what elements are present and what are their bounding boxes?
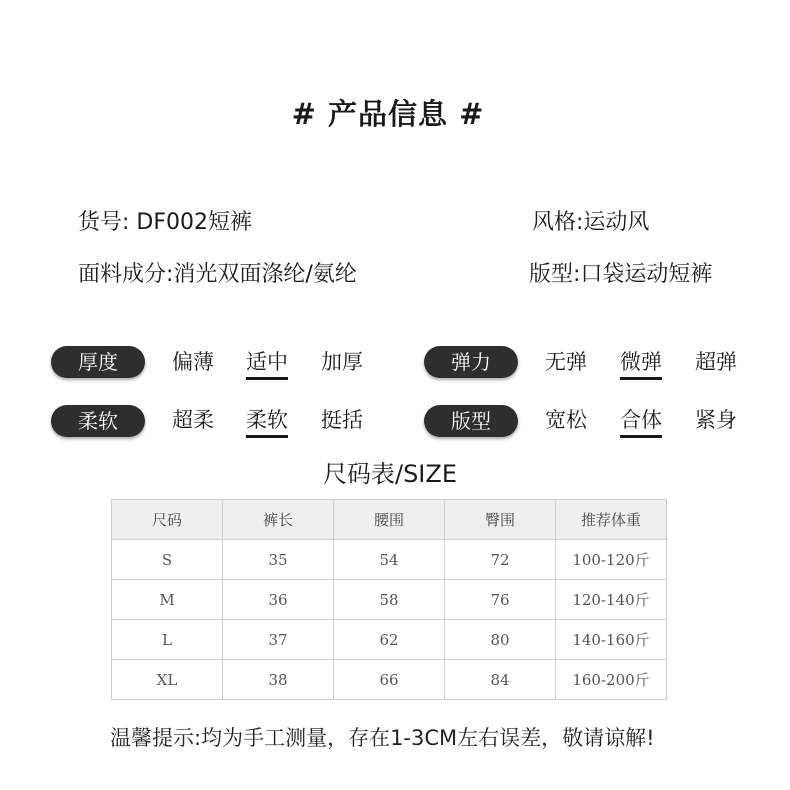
fit-option: 紧身 [695, 408, 737, 432]
cell-length: 36 [223, 580, 334, 620]
cell-weight: 100-120斤 [556, 540, 667, 580]
header-weight: 推荐体重 [556, 500, 667, 540]
cell-waist: 58 [334, 580, 445, 620]
header-waist: 腰围 [334, 500, 445, 540]
size-table [111, 499, 667, 700]
cell-weight: 160-200斤 [556, 660, 667, 700]
cell-hip: 76 [445, 580, 556, 620]
fit-type-info: 版型:口袋运动短裤 [529, 262, 713, 287]
cell-waist: 54 [334, 540, 445, 580]
softness-option: 超柔 [172, 408, 214, 432]
fit-option-selected: 合体 [620, 405, 662, 438]
item-number: 货号: DF002短裤 [78, 210, 252, 235]
header-length: 裤长 [223, 500, 334, 540]
softness-option: 挺括 [321, 408, 363, 432]
cell-length: 35 [223, 540, 334, 580]
table-row [112, 660, 667, 700]
measurement-note: 温馨提示:均为手工测量，存在1-3CM左右误差，敬请谅解! [110, 726, 655, 750]
thickness-label-pill: 厚度 [51, 346, 145, 378]
cell-weight: 120-140斤 [556, 580, 667, 620]
cell-waist: 66 [334, 660, 445, 700]
size-table-header-row [112, 500, 667, 540]
fabric-info: 面料成分:消光双面涤纶/氨纶 [78, 262, 357, 287]
elasticity-option: 超弹 [695, 350, 737, 374]
softness-label-pill: 柔软 [51, 405, 145, 437]
elasticity-label-pill: 弹力 [424, 346, 518, 378]
cell-hip: 80 [445, 620, 556, 660]
cell-waist: 62 [334, 620, 445, 660]
cell-size: XL [112, 660, 223, 700]
thickness-option: 偏薄 [172, 350, 214, 374]
cell-size: L [112, 620, 223, 660]
thickness-option: 加厚 [321, 350, 363, 374]
elasticity-option: 无弹 [545, 350, 587, 374]
table-row [112, 580, 667, 620]
cell-size: S [112, 540, 223, 580]
cell-size: M [112, 580, 223, 620]
cell-hip: 84 [445, 660, 556, 700]
style-info: 风格:运动风 [532, 210, 650, 235]
header-size: 尺码 [112, 500, 223, 540]
fit-option: 宽松 [545, 408, 587, 432]
cell-weight: 140-160斤 [556, 620, 667, 660]
size-table-title: 尺码表/SIZE [322, 460, 457, 488]
softness-option-selected: 柔软 [246, 405, 288, 438]
cell-length: 37 [223, 620, 334, 660]
fit-label-pill: 版型 [424, 405, 518, 437]
elasticity-option-selected: 微弹 [620, 347, 662, 380]
table-row [112, 540, 667, 580]
cell-hip: 72 [445, 540, 556, 580]
header-hip: 臀围 [445, 500, 556, 540]
page-title: # 产品信息 # [291, 97, 485, 131]
thickness-option-selected: 适中 [246, 347, 288, 380]
cell-length: 38 [223, 660, 334, 700]
table-row [112, 620, 667, 660]
